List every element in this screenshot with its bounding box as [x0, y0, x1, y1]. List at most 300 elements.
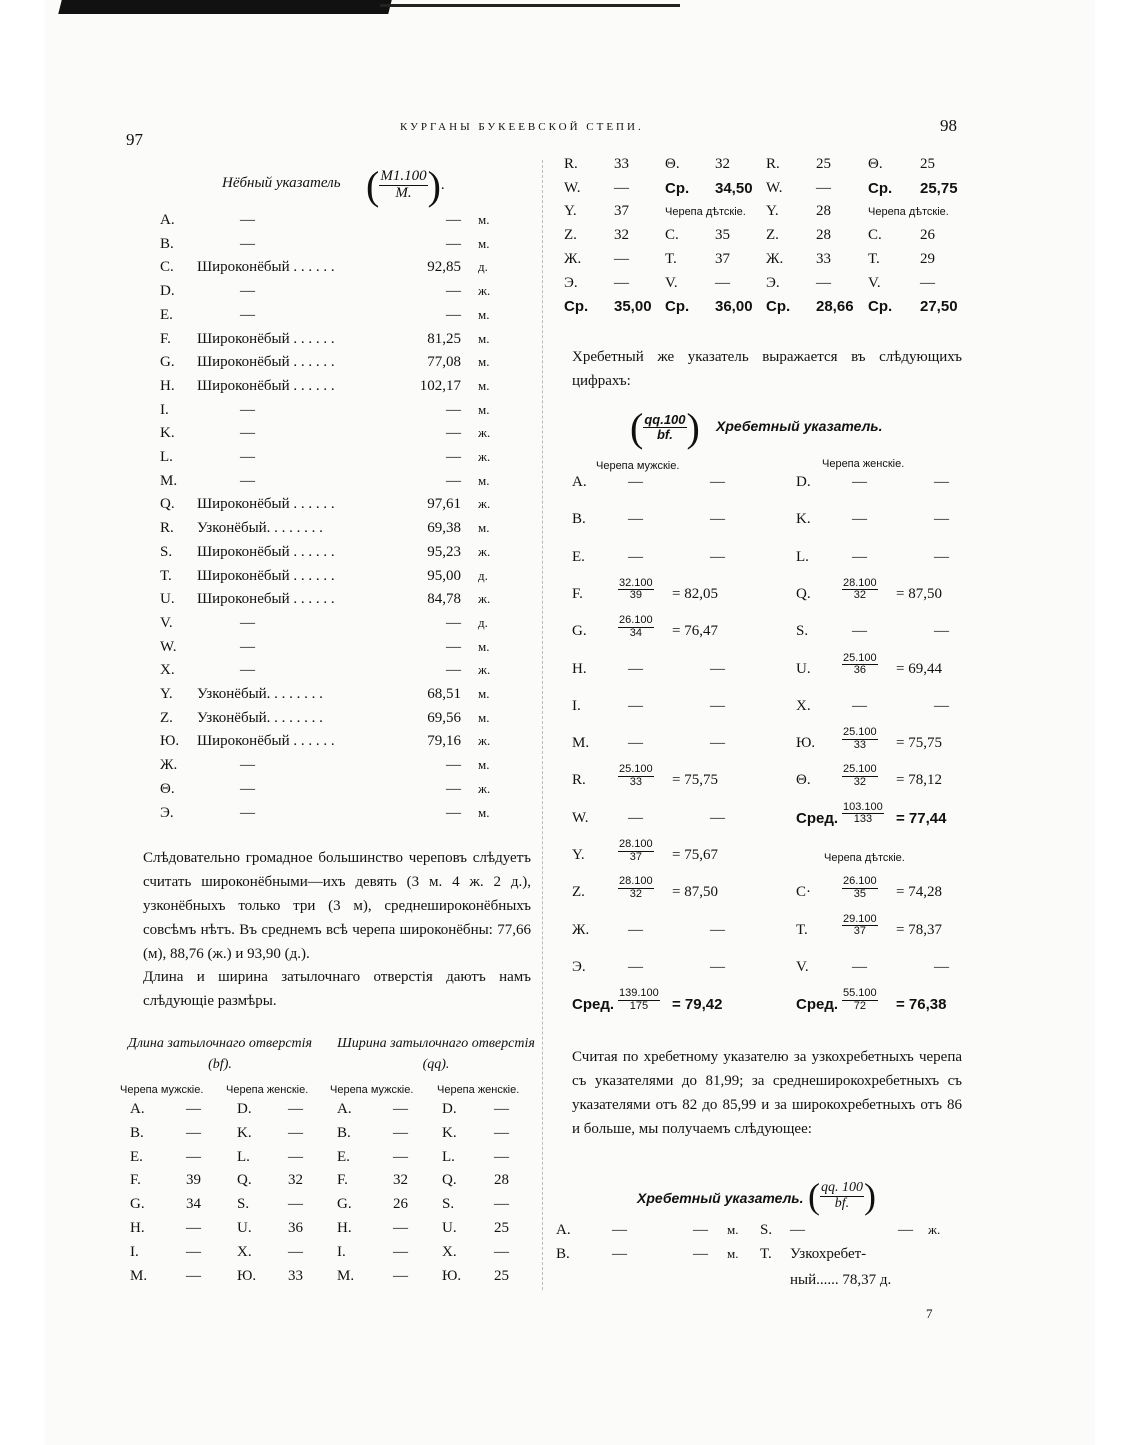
- palate-row-type: —: [240, 662, 255, 679]
- occipital-cell: —: [393, 1220, 408, 1236]
- occipital-cell: X.: [237, 1243, 252, 1260]
- palate-row-sex: м.: [478, 354, 490, 370]
- spinal-value: = 76,47: [672, 623, 718, 640]
- fraction-denominator: 32: [853, 589, 866, 602]
- right-top-cell: W.: [564, 179, 581, 196]
- spinal-letter: A.: [572, 474, 587, 490]
- palate-row-value: —: [446, 235, 461, 252]
- occipital-cell: B.: [130, 1124, 144, 1141]
- palate-row-value: —: [446, 472, 461, 489]
- occipital-cell: E.: [337, 1148, 350, 1165]
- occipital-cell: 25: [494, 1220, 509, 1236]
- palate-row-sex: м.: [478, 401, 490, 417]
- occipital-cell: G.: [337, 1196, 352, 1213]
- occipital-cell: H.: [130, 1220, 145, 1236]
- spinal-dash: —: [710, 958, 725, 975]
- right-top-cell: 29: [920, 250, 935, 267]
- spinal-letter: B.: [572, 511, 586, 528]
- palate-row-type: Широконёбый . . . . . .: [197, 496, 335, 513]
- palate-row-type: Широконёбый . . . . . .: [197, 259, 335, 276]
- spinal2-cell: —: [612, 1246, 627, 1262]
- occipital-cell: B.: [337, 1124, 351, 1141]
- palate-row-letter: I.: [160, 401, 169, 418]
- palate-formula-num: M1.100: [380, 168, 427, 185]
- spinal-letter: V.: [796, 958, 809, 975]
- palate-row-sex: м.: [478, 212, 490, 227]
- occipital-cell: —: [494, 1243, 509, 1260]
- right-top-cell: Э.: [564, 274, 578, 291]
- right-top-cell: C.: [665, 227, 679, 244]
- right-top-cell: Z.: [766, 227, 779, 244]
- spinal-dash: —: [852, 958, 867, 975]
- palate-row-letter: D.: [160, 283, 175, 300]
- right-top-cell: C.: [868, 227, 882, 244]
- occipital-cell: G.: [130, 1196, 145, 1213]
- fraction-denominator: 35: [853, 887, 866, 900]
- right-top-cell: 35: [715, 227, 730, 244]
- right-top-cell: T.: [868, 250, 880, 267]
- palate-row-value: 102,17: [419, 377, 461, 394]
- spinal-dash: —: [934, 511, 949, 528]
- occipital-cell: 26: [393, 1196, 408, 1213]
- spinal-letter: R.: [572, 772, 586, 789]
- palate-row-type: Узконёбый. . . . . . . .: [197, 686, 323, 702]
- palate-row-sex: ж.: [478, 662, 491, 678]
- palate-row-type: —: [240, 401, 255, 418]
- occipital-cell: —: [186, 1124, 201, 1141]
- spinal-dash: —: [934, 958, 949, 975]
- spinal2-cell: T.: [760, 1246, 772, 1262]
- right-top-cell: Ср.: [564, 298, 589, 316]
- spinal-letter: K.: [796, 511, 811, 528]
- spinal-letter: S.: [796, 623, 809, 640]
- occipital-cell: 32: [393, 1172, 408, 1189]
- spinal-value: = 87,50: [896, 585, 942, 602]
- palate-row-type: —: [240, 212, 255, 228]
- spinal-dash: —: [628, 809, 643, 826]
- palate-row-value: 68,51: [427, 686, 461, 702]
- spinal-dash: —: [628, 548, 643, 565]
- occipital-cell: —: [393, 1101, 408, 1117]
- palate-row-letter: S.: [160, 543, 173, 560]
- palate-row-value: 95,23: [427, 543, 461, 560]
- palate-title: Нёбный указатель: [222, 175, 341, 191]
- palate-row-type: —: [240, 804, 255, 821]
- spinal2-cell: м.: [727, 1246, 739, 1261]
- fraction-denominator: 33: [629, 775, 642, 788]
- palate-row-sex: ж.: [478, 283, 491, 299]
- right-top-cell: W.: [766, 179, 783, 196]
- occipital-cell: E.: [130, 1148, 143, 1165]
- fraction-numerator: 25.100: [843, 651, 877, 664]
- occipital-cell: A.: [337, 1101, 352, 1117]
- right-top-cell: Черепа дѣтскіе.: [868, 206, 949, 219]
- palate-row-value: —: [446, 638, 461, 655]
- spinal-value: = 77,44: [896, 809, 947, 827]
- right-top-cell: 28: [816, 203, 831, 220]
- palate-row-letter: G.: [160, 354, 175, 371]
- palate-row-value: —: [446, 804, 461, 821]
- palate-row-sex: д.: [478, 259, 488, 275]
- palate-row-sex: ж.: [478, 449, 491, 464]
- right-top-cell: 35,00: [614, 298, 652, 316]
- spinal-dash: —: [934, 697, 949, 714]
- occipital-cell: A.: [130, 1101, 145, 1117]
- occipital-cell: —: [288, 1148, 303, 1165]
- spinal-formula-num: qq.100: [644, 412, 686, 428]
- occipital-cell: K.: [442, 1124, 457, 1141]
- palate-row-value: 97,61: [427, 496, 461, 513]
- palate-formula-den: M.: [395, 185, 412, 201]
- right-top-cell: 26: [920, 227, 935, 244]
- occipital-cell: K.: [237, 1124, 252, 1141]
- occipital-cell: L.: [442, 1148, 455, 1165]
- right-top-cell: Ср.: [665, 298, 690, 316]
- spinal-value: = 75,75: [672, 772, 718, 789]
- palate-row-letter: T.: [160, 567, 172, 584]
- right-top-cell: —: [614, 250, 629, 267]
- fraction-denominator: 34: [629, 626, 642, 639]
- spinal-fraction: [842, 802, 884, 826]
- spinal-value: = 82,05: [672, 585, 718, 602]
- fraction-numerator: 25.100: [619, 763, 653, 776]
- spinal-letter: Сред.: [572, 996, 615, 1014]
- spinal-title: Хребетный указатель.: [716, 418, 883, 434]
- spinal2-formula-den: bf.: [834, 1195, 850, 1211]
- spinal-letter: Y.: [572, 847, 585, 863]
- palate-row-value: —: [446, 614, 461, 631]
- spinal-letter: M.: [572, 735, 590, 752]
- palate-row-sex: м.: [478, 686, 490, 701]
- palate-row-type: Широконёбый . . . . . .: [197, 543, 335, 560]
- right-top-cell: Θ.: [665, 156, 680, 172]
- palate-row-sex: ж.: [478, 543, 491, 559]
- palate-row-type: —: [240, 780, 255, 797]
- occipital-cell: —: [186, 1243, 201, 1260]
- palate-row-letter: Ю.: [160, 733, 180, 750]
- palate-row-sex: м.: [478, 377, 490, 393]
- palate-row-letter: Z.: [160, 709, 173, 726]
- occipital-cell: H.: [337, 1220, 352, 1236]
- spinal-fraction: [842, 914, 878, 938]
- occipital-cell: —: [186, 1101, 201, 1117]
- palate-row-sex: д.: [478, 567, 488, 583]
- spinal-fraction: [618, 988, 660, 1012]
- right-top-cell: Y.: [564, 203, 577, 220]
- fraction-numerator: 103.100: [843, 800, 883, 813]
- occipital-cell: Ю.: [237, 1267, 257, 1284]
- spinal-dash: —: [710, 809, 725, 826]
- occipital-subhead: Черепа мужскіе.: [120, 1084, 204, 1096]
- spinal-dash: —: [628, 660, 643, 677]
- occipital-cell: I.: [337, 1243, 346, 1260]
- occipital-cell: —: [494, 1101, 509, 1117]
- occipital-cell: F.: [337, 1172, 348, 1189]
- spinal2-cell: B.: [556, 1246, 570, 1262]
- spinal-letter: D.: [796, 474, 811, 490]
- palate-row-type: Узконёбый. . . . . . . .: [197, 520, 323, 537]
- occipital-cell: U.: [442, 1220, 457, 1236]
- spinal-fraction: [842, 578, 878, 602]
- fraction-numerator: 28.100: [619, 838, 653, 850]
- palate-row-value: —: [446, 662, 461, 679]
- left-page-number: 97: [126, 130, 143, 149]
- occipital-cell: —: [393, 1124, 408, 1141]
- palate-row-letter: F.: [160, 330, 171, 347]
- spinal-formula: ( $\frac{qq.100}{bf.}$ ): [630, 405, 700, 450]
- palate-row-letter: R.: [160, 520, 174, 537]
- right-top-cell: Ср.: [868, 179, 893, 197]
- palate-row-sex: ж.: [478, 733, 491, 749]
- occipital-cell: M.: [337, 1267, 355, 1284]
- palate-row-sex: м.: [478, 472, 490, 488]
- spinal-dash: —: [628, 958, 643, 975]
- occipital-length-title: Длина затылочнаго отверстія (bf).: [127, 1036, 313, 1072]
- signature-mark: 7: [926, 1306, 933, 1321]
- column-separator: [542, 160, 544, 1290]
- palate-row-sex: м.: [478, 306, 490, 322]
- palate-row-type: —: [240, 235, 255, 252]
- occipital-cell: —: [393, 1267, 408, 1284]
- right-top-cell: 28,66: [816, 298, 854, 316]
- palate-row-letter: M.: [160, 472, 178, 489]
- right-top-cell: 25: [816, 156, 831, 172]
- right-top-cell: —: [816, 274, 831, 291]
- spinal-dash: —: [710, 697, 725, 714]
- occipital-cell: Q.: [237, 1172, 252, 1189]
- spinal2-cell: —: [898, 1222, 913, 1238]
- right-top-cell: R.: [564, 156, 578, 172]
- right-top-cell: 34,50: [715, 179, 753, 197]
- palate-row-type: Узконёбый. . . . . . . .: [197, 709, 323, 726]
- spinal-letter: G.: [572, 623, 587, 640]
- spinal-letter: Сред.: [796, 996, 839, 1014]
- spinal-dash: —: [852, 511, 867, 528]
- occipital-cell: M.: [130, 1267, 148, 1284]
- spinal-head-female: Черепа женскіе.: [822, 458, 905, 470]
- spinal-letter: Э.: [572, 958, 586, 975]
- spinal-fraction: [618, 578, 654, 602]
- right-top-cell: V.: [868, 274, 881, 291]
- fraction-denominator: 72: [853, 999, 866, 1012]
- palate-row-value: —: [446, 306, 461, 323]
- right-top-cell: Ж.: [766, 250, 784, 267]
- fraction-denominator: 32: [629, 887, 642, 900]
- spinal-head-male: Черепа мужскіе.: [596, 460, 680, 472]
- right-top-cell: —: [614, 179, 629, 196]
- palate-row-letter: W.: [160, 638, 177, 655]
- right-top-cell: 37: [715, 250, 730, 267]
- occipital-cell: —: [186, 1148, 201, 1165]
- spinal-dash: —: [852, 548, 867, 565]
- occipital-cell: Ю.: [442, 1267, 462, 1284]
- spinal-dash: —: [628, 921, 643, 938]
- fraction-denominator: 37: [853, 925, 866, 938]
- occipital-cell: —: [186, 1220, 201, 1236]
- occipital-cell: —: [393, 1148, 408, 1165]
- palate-row-letter: U.: [160, 591, 175, 608]
- palate-row-letter: Q.: [160, 496, 175, 513]
- palate-row-value: —: [446, 283, 461, 300]
- spinal-fraction: [618, 764, 654, 788]
- spinal-value: = 76,38: [896, 996, 947, 1014]
- palate-row-value: 84,78: [427, 591, 461, 608]
- occipital-cell: Q.: [442, 1172, 457, 1189]
- spinal-dash: —: [934, 474, 949, 490]
- palate-row-letter: L.: [160, 449, 173, 465]
- palate-row-letter: H.: [160, 377, 175, 394]
- spinal-letter: C·: [796, 884, 811, 901]
- right-top-cell: 36,00: [715, 298, 753, 316]
- palate-row-letter: Θ.: [160, 780, 175, 797]
- right-top-cell: 28: [816, 227, 831, 244]
- palate-row-value: —: [446, 757, 461, 774]
- palate-row-letter: E.: [160, 306, 173, 323]
- spinal-dash: —: [852, 623, 867, 640]
- palate-row-value: 79,16: [427, 733, 461, 750]
- palate-row-value: 69,38: [427, 520, 461, 537]
- occipital-cell: —: [288, 1101, 303, 1117]
- occipital-subhead: Черепа женскіе.: [226, 1084, 309, 1096]
- fraction-denominator: 36: [853, 664, 866, 677]
- fraction-denominator: 175: [629, 999, 649, 1012]
- palate-row-type: —: [240, 614, 255, 631]
- spinal-fraction: [618, 876, 654, 900]
- spinal-value: = 79,42: [672, 996, 723, 1014]
- palate-row-letter: Ж.: [160, 757, 178, 774]
- occipital-cell: D.: [442, 1101, 457, 1117]
- spinal-letter: Ю.: [796, 735, 816, 752]
- right-top-cell: 33: [816, 250, 831, 267]
- spinal-dash: —: [710, 660, 725, 677]
- spinal-dash: —: [628, 697, 643, 714]
- fraction-denominator: 39: [629, 589, 642, 602]
- spinal-dash: —: [852, 474, 867, 490]
- paragraph-spinal-intro: Хребетный же указатель выражается въ слѣдующихъ цифрахъ:: [572, 349, 962, 389]
- palate-row-type: —: [240, 306, 255, 323]
- paragraph-occipital-intro: Длина и ширина затылочнаго отверстія даютъ намъ слѣдующіе размѣры.: [143, 969, 531, 1009]
- spinal-letter: H.: [572, 660, 587, 677]
- occipital-subhead: Черепа мужскіе.: [330, 1084, 414, 1096]
- occipital-cell: —: [288, 1196, 303, 1213]
- right-top-cell: 37: [614, 203, 629, 220]
- spinal-letter: F.: [572, 585, 583, 602]
- scan-edge-mark: [58, 0, 391, 14]
- palate-row-sex: м.: [478, 520, 490, 536]
- palate-row-sex: м.: [478, 757, 490, 773]
- fraction-denominator: 37: [629, 850, 642, 863]
- palate-row-letter: V.: [160, 614, 173, 631]
- palate-row-type: —: [240, 757, 255, 774]
- spinal2-formula-num: qq. 100: [821, 1179, 863, 1195]
- spinal-dash: —: [710, 735, 725, 752]
- palate-row-type: Широконёбый . . . . . .: [197, 733, 335, 750]
- right-top-cell: 27,50: [920, 298, 958, 316]
- right-top-cell: 25: [920, 156, 935, 172]
- right-top-cell: —: [715, 274, 730, 291]
- palate-row-letter: Э.: [160, 804, 174, 821]
- palate-row-type: Широконёбый . . . . . .: [197, 377, 335, 394]
- occipital-cell: U.: [237, 1220, 252, 1236]
- spinal-formula-den: bf.: [656, 427, 673, 442]
- occipital-cell: F.: [130, 1172, 141, 1189]
- spinal-letter: Ж.: [572, 921, 590, 938]
- right-top-cell: 32: [715, 156, 730, 172]
- occipital-cell: —: [494, 1196, 509, 1213]
- occipital-cell: D.: [237, 1101, 252, 1117]
- spinal2-cell: —: [693, 1222, 708, 1238]
- spinal-letter: X.: [796, 697, 811, 714]
- spinal-value: = 69,44: [896, 660, 942, 677]
- spinal-fraction: [842, 876, 878, 900]
- right-top-cell: Θ.: [868, 156, 883, 172]
- spinal-letter: Q.: [796, 585, 811, 602]
- palate-row-sex: м.: [478, 638, 490, 654]
- fraction-numerator: 25.100: [843, 726, 877, 739]
- spinal-fraction: [842, 727, 878, 751]
- right-top-cell: 25,75: [920, 179, 958, 197]
- occipital-cell: S.: [442, 1196, 455, 1213]
- right-top-cell: Ж.: [564, 250, 582, 267]
- spinal2-cell: м.: [727, 1222, 739, 1237]
- spinal-fraction: [842, 653, 878, 677]
- fraction-denominator: 33: [853, 738, 866, 751]
- fraction-numerator: 139.100: [619, 987, 659, 1000]
- right-top-cell: R.: [766, 156, 780, 172]
- occipital-cell: 25: [494, 1267, 509, 1284]
- spinal-letter: Z.: [572, 884, 585, 901]
- spinal2-cell: —: [612, 1222, 627, 1238]
- right-top-cell: Ср.: [665, 179, 690, 197]
- palate-row-value: 69,56: [427, 709, 461, 726]
- palate-row-type: —: [240, 449, 255, 465]
- palate-row-sex: м.: [478, 804, 490, 820]
- occipital-cell: 32: [288, 1172, 303, 1189]
- palate-row-letter: B.: [160, 235, 174, 252]
- right-top-cell: —: [816, 179, 831, 196]
- palate-row-sex: ж.: [478, 780, 491, 796]
- occipital-cell: S.: [237, 1196, 250, 1213]
- palate-row-sex: м.: [478, 235, 490, 251]
- occipital-cell: L.: [237, 1148, 250, 1165]
- running-title: КУРГАНЫ БУКЕЕВСКОЙ СТЕПИ.: [400, 121, 644, 133]
- spinal2-cell: Узкохребет-: [790, 1246, 867, 1262]
- spinal-fraction: [842, 988, 878, 1012]
- spinal-letter: U.: [796, 660, 811, 677]
- right-top-cell: —: [614, 274, 629, 291]
- spinal-dash: —: [628, 474, 643, 490]
- palate-row-value: 77,08: [427, 354, 461, 371]
- fraction-numerator: 26.100: [619, 614, 653, 627]
- spinal-value: = 87,50: [672, 884, 718, 901]
- palate-row-type: —: [240, 638, 255, 655]
- occipital-cell: —: [393, 1243, 408, 1260]
- spinal-value: = 75,75: [896, 735, 942, 752]
- spinal2-cell: ж.: [928, 1222, 941, 1237]
- palate-row-type: —: [240, 425, 255, 442]
- palate-row-value: 95,00: [427, 567, 461, 584]
- spinal-value: = 78,37: [896, 921, 942, 938]
- occipital-cell: 39: [186, 1172, 201, 1189]
- palate-row-type: Широконёбый . . . . . .: [197, 567, 335, 584]
- spinal-dash: —: [710, 511, 725, 528]
- palate-formula: ( $\frac{M1.100}{M.}$ ).: [366, 163, 445, 208]
- palate-row-value: —: [446, 449, 461, 465]
- right-top-cell: Ср.: [766, 298, 791, 316]
- spinal-value: = 78,12: [896, 772, 942, 789]
- right-top-cell: Черепа дѣтскіе.: [665, 206, 746, 219]
- palate-row-sex: ж.: [478, 425, 491, 441]
